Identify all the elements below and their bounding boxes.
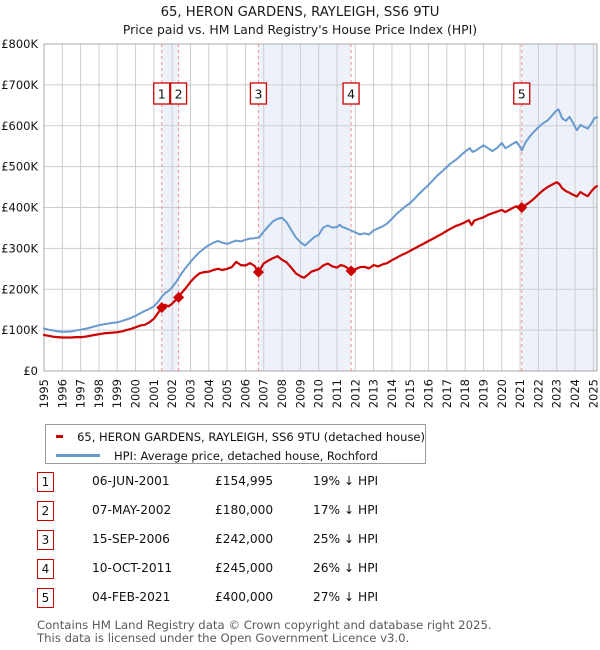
table-row [37, 586, 557, 615]
sale-hpi-diff: 26% ↓ HPI [313, 561, 379, 575]
x-tick-label: 1999 [110, 379, 125, 409]
x-tick-label: 2021 [513, 379, 528, 409]
x-tick-label: 2007 [256, 379, 271, 409]
table-row [37, 557, 557, 586]
sale-hpi-diff: 17% ↓ HPI [313, 503, 379, 517]
sale-marker-number: 1 [157, 86, 166, 102]
sale-date: 04-FEB-2021 [92, 590, 171, 604]
sale-number-box: 2 [37, 501, 54, 521]
y-tick-label: £200K [1, 282, 38, 297]
sale-marker-number: 4 [347, 86, 356, 102]
sale-number-box: 1 [37, 472, 54, 492]
footer-line-1: Contains HM Land Registry data © Crown copyright and database right 2025. [37, 618, 492, 632]
x-tick-label: 2023 [549, 379, 564, 409]
x-tick-label: 2011 [329, 379, 344, 409]
sale-date: 06-JUN-2001 [92, 474, 170, 488]
table-row [37, 528, 557, 557]
sale-hpi-diff: 19% ↓ HPI [313, 474, 379, 488]
x-tick-label: 2016 [421, 379, 436, 409]
y-tick-label: £600K [1, 118, 38, 133]
sale-price: £180,000 [215, 503, 274, 517]
y-tick-label: £0 [23, 364, 38, 378]
x-tick-label: 2003 [183, 379, 198, 409]
legend-label: HPI: Average price, detached house, Rochford [114, 448, 378, 463]
y-tick-label: £700K [1, 77, 38, 92]
y-tick-label: £100K [1, 323, 38, 338]
footer-line-2: This data is licensed under the Open Government Licence v3.0. [37, 630, 410, 645]
x-tick-label: 2004 [201, 379, 216, 409]
sale-price: £400,000 [215, 590, 274, 604]
x-tick-label: 1997 [73, 379, 88, 409]
x-tick-label: 2017 [439, 379, 454, 409]
sale-marker-number: 3 [254, 86, 263, 102]
copyright-footer [37, 619, 492, 644]
sale-hpi-diff: 25% ↓ HPI [313, 532, 379, 546]
x-tick-label: 1995 [37, 379, 51, 409]
table-row [37, 499, 557, 528]
legend-label: 65, HERON GARDENS, RAYLEIGH, SS6 9TU (detached house) [77, 429, 425, 444]
sale-number-box: 3 [37, 530, 54, 550]
y-tick-label: £300K [1, 241, 38, 256]
sale-hpi-diff: 27% ↓ HPI [313, 590, 379, 604]
sales-table [37, 470, 557, 615]
legend [45, 424, 426, 464]
sale-date: 07-MAY-2002 [92, 503, 172, 517]
x-tick-label: 1998 [91, 379, 106, 409]
legend-item-hpi [56, 446, 425, 465]
x-tick-label: 2014 [384, 379, 399, 409]
x-tick-label: 2020 [494, 379, 509, 409]
x-tick-label: 2002 [165, 379, 180, 409]
legend-item-property [56, 427, 425, 446]
x-tick-label: 2015 [403, 379, 418, 409]
sale-number-box: 5 [37, 588, 54, 608]
chart-subtitle: Price paid vs. HM Land Registry's House Price Index (HPI) [122, 22, 478, 37]
y-tick-label: £800K [1, 37, 38, 51]
x-tick-label: 2018 [458, 379, 473, 409]
table-row [37, 470, 557, 499]
x-tick-label: 2000 [128, 379, 143, 409]
x-tick-label: 2010 [311, 379, 326, 409]
chart-title: 65, HERON GARDENS, RAYLEIGH, SS6 9TU [160, 5, 440, 20]
sale-price: £245,000 [215, 561, 274, 575]
x-tick-label: 1996 [55, 379, 70, 409]
y-tick-label: £500K [1, 159, 38, 174]
x-tick-label: 2022 [531, 379, 546, 409]
x-tick-label: 2013 [366, 379, 381, 409]
x-tick-label: 2005 [220, 379, 235, 409]
x-tick-label: 2025 [586, 379, 600, 409]
sale-marker-number: 2 [174, 86, 183, 102]
hpi-line-swatch [56, 454, 100, 457]
sale-price: £242,000 [215, 532, 274, 546]
sale-price: £154,995 [215, 474, 274, 488]
x-tick-label: 2019 [476, 379, 491, 409]
sale-marker-number: 5 [517, 86, 526, 102]
property-line-swatch [56, 435, 63, 438]
sale-date: 15-SEP-2006 [92, 532, 170, 546]
sale-number-box: 4 [37, 559, 54, 579]
sale-date: 10-OCT-2011 [92, 561, 173, 575]
y-tick-label: £400K [1, 200, 38, 215]
x-tick-label: 2024 [568, 379, 583, 409]
x-tick-label: 2008 [275, 379, 290, 409]
x-tick-label: 2009 [293, 379, 308, 409]
x-tick-label: 2012 [348, 379, 363, 409]
x-tick-label: 2001 [146, 379, 161, 409]
x-tick-label: 2006 [238, 379, 253, 409]
